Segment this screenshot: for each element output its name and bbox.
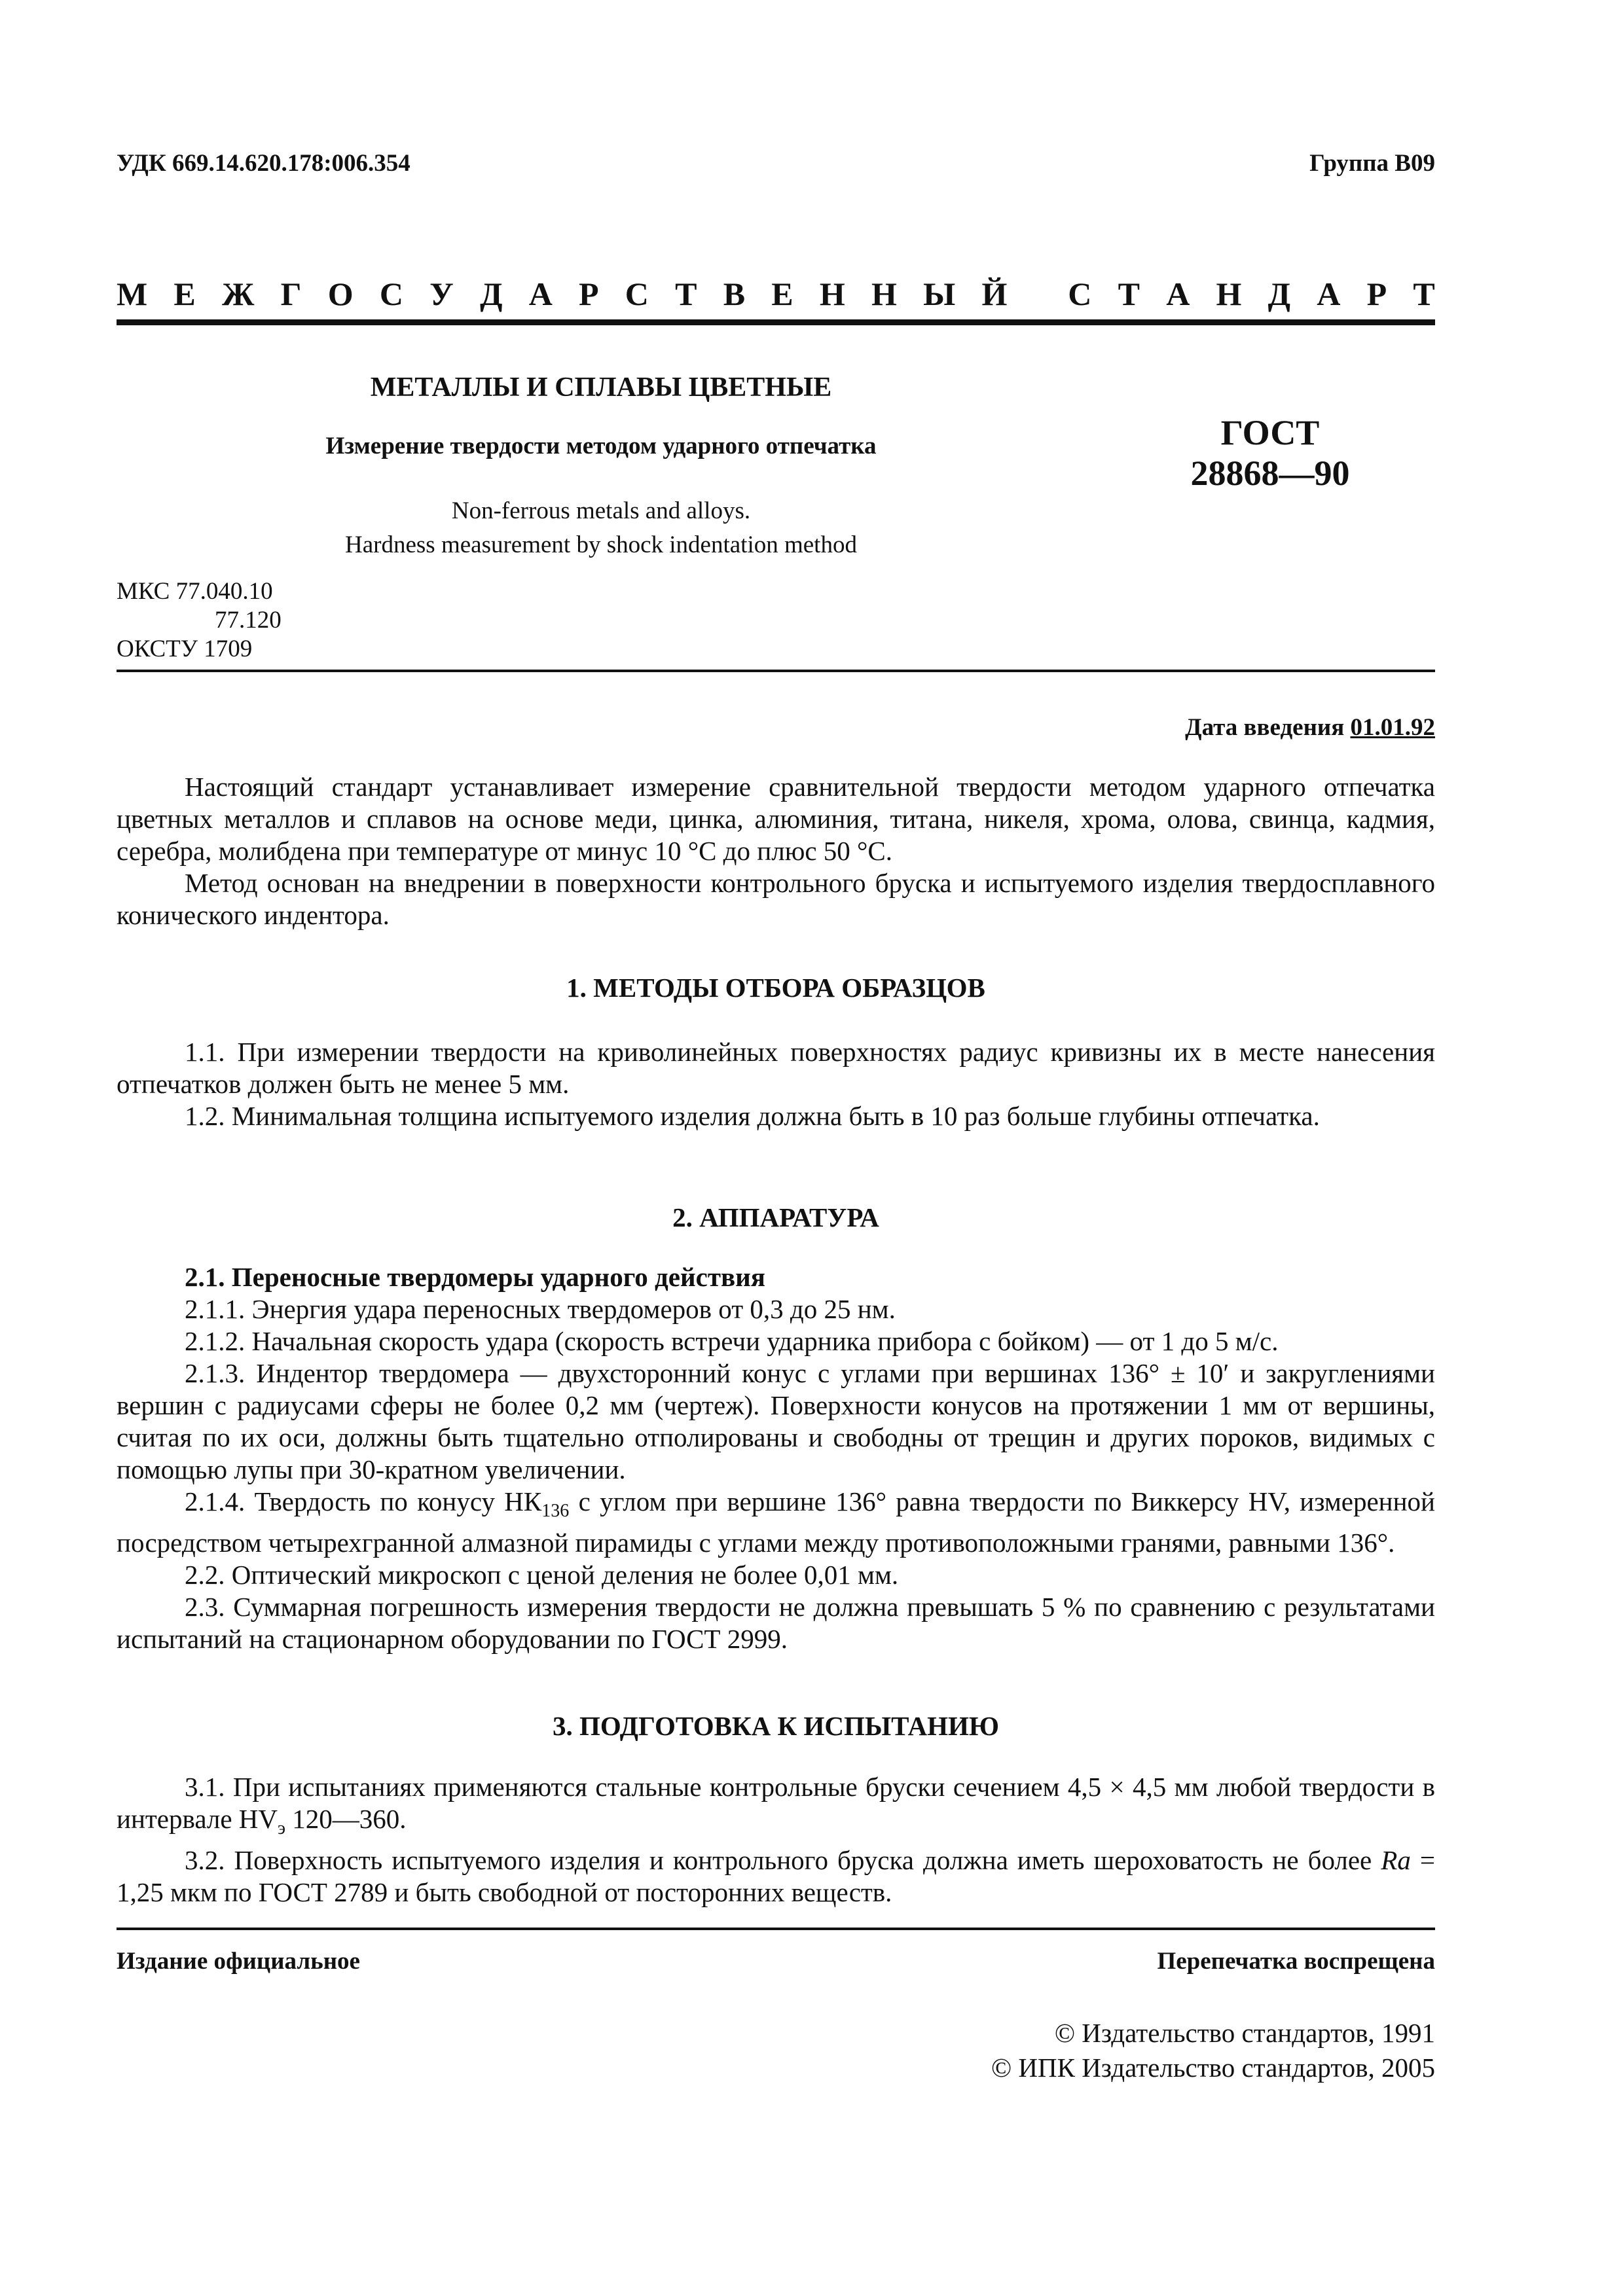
clause-2-1-4-text-b: с углом при вершине 136° равна твердости по Виккерсу HV, измеренной посредством четырехгранной алмазной пирамиды с углами между противоположными гранями, равными 136°. (117, 1486, 1436, 1558)
banner-letter: А (1317, 276, 1341, 312)
banner-letter: С (1068, 276, 1092, 312)
clause-2-1-1: 2.1.1. Энергия удара переносных твердомеров от 0,3 до 25 нм. (185, 1294, 896, 1324)
copyright-line-1: © Издательство стандартов, 1991 (1054, 2018, 1435, 2048)
clause-2-1-4-subscript: 136 (541, 1501, 570, 1522)
banner-letter: С (379, 276, 403, 312)
banner-letter: Д (480, 276, 503, 312)
banner-letter: О (327, 276, 354, 312)
section-3-body (117, 1771, 1435, 1909)
clause-3-1-text-b: 120—360. (285, 1804, 407, 1834)
banner-letter: В (723, 276, 746, 312)
copyright-block (991, 2016, 1435, 2085)
section-1-body (117, 1036, 1435, 1132)
banner-letter: Г (280, 276, 302, 312)
banner-letter: Е (771, 276, 793, 312)
clause-3-2 (117, 1844, 1435, 1909)
section-1-heading: 1. МЕТОДЫ ОТБОРА ОБРАЗЦОВ (566, 973, 985, 1003)
banner-letter: Н (819, 276, 845, 312)
udk-code: УДК 669.14.620.178:006.354 (117, 150, 410, 177)
clause-2-1-4 (117, 1486, 1435, 1559)
mks-code-2: 77.120 (215, 607, 282, 634)
clause-2-1-3: 2.1.3. Индентор твердомера — двухсторонний конус с углами при вершинах 136° ± 10′ и закруглениями вершин с радиусами сферы не более 0,2 мм (чертеж). Поверхности конусов на протяжении 1 мм от вершины, считая по их оси, должны быть тщательно отполированы и свободны от трещин и других пороков, видимых с помощью лупы при 30-кратном увеличении. (117, 1358, 1435, 1484)
banner-letter: Т (675, 276, 697, 312)
clause-3-1 (117, 1771, 1435, 1844)
clause-1-2: 1.2. Минимальная толщина испытуемого изделия должна быть в 10 раз больше глубины отпечатка. (185, 1101, 1320, 1131)
section-3-heading: 3. ПОДГОТОВКА К ИСПЫТАНИЮ (552, 1711, 1000, 1741)
banner-letter: С (625, 276, 649, 312)
clause-2-1-2: 2.1.2. Начальная скорость удара (скорость встречи ударника прибора с бойком) — от 1 до 5 м/с. (185, 1326, 1279, 1356)
section-2-heading: 2. АППАРАТУРА (672, 1202, 879, 1232)
banner-letter: Р (579, 276, 599, 312)
clause-2-2: 2.2. Оптический микроскоп с ценой деления не более 0,01 мм. (185, 1560, 899, 1590)
clause-3-1-subscript: э (278, 1818, 286, 1839)
date-value: 01.01.92 (1350, 714, 1435, 741)
banner-letter: Ж (222, 276, 255, 312)
banner-letter: У (429, 276, 454, 312)
banner-letter: М (117, 276, 148, 312)
classification-codes (117, 577, 282, 664)
gost-label: ГОСТ (1220, 413, 1320, 452)
date-label: Дата введения (1185, 714, 1351, 741)
official-edition-label: Издание официальное (117, 1948, 360, 1975)
banner-word-gap (1034, 275, 1042, 313)
intro-section (117, 771, 1435, 931)
english-title-line-2: Hardness measurement by shock indentation method (345, 531, 857, 558)
clause-3-1-text-a: 3.1. При испытаниях применяются стальные контрольные бруски сечением 4,5 × 4,5 мм любой твердости в интервале HV (117, 1772, 1435, 1834)
banner-letter: Ы (923, 276, 956, 312)
banner-letter: Т (1413, 276, 1435, 312)
mks-code-1: МКС 77.040.10 (117, 578, 273, 605)
banner-letter: Р (1366, 276, 1387, 312)
document-subtitle: Измерение твердости методом ударного отпечатка (325, 433, 877, 459)
group-code: Группа В09 (1309, 150, 1435, 177)
footer-rule (117, 1928, 1435, 1930)
banner-letter: Д (1267, 276, 1291, 312)
clause-2-1-heading: 2.1. Переносные твердомеры ударного действия (185, 1262, 765, 1292)
reprint-prohibited-label: Перепечатка воспрещена (1157, 1948, 1435, 1975)
standard-banner (117, 275, 1435, 313)
banner-rule (117, 319, 1435, 325)
copyright-line-2: © ИПК Издательство стандартов, 2005 (991, 2053, 1435, 2083)
banner-letter: А (1166, 276, 1190, 312)
banner-letter: Й (981, 276, 1008, 312)
clause-2-1-4-text-a: 2.1.4. Твердость по конусу НК (185, 1486, 542, 1516)
banner-letter: Е (173, 276, 196, 312)
gost-code: 28868—90 (1190, 454, 1350, 493)
clause-3-2-text-b: = 1,25 мкм по ГОСТ 2789 и быть свободной от посторонних веществ. (117, 1845, 1435, 1908)
roughness-symbol: Ra (1381, 1845, 1411, 1876)
clause-1-1: 1.1. При измерении твердости на криволинейных поверхностях радиус кривизны их в месте нанесения отпечатков должен быть не менее 5 мм. (117, 1037, 1435, 1099)
banner-letter: Н (1216, 276, 1242, 312)
english-title-line-1: Non-ferrous metals and alloys. (451, 497, 751, 524)
gost-number (1106, 412, 1434, 493)
banner-letter: А (528, 276, 553, 312)
intro-paragraph-1: Настоящий стандарт устанавливает измерение сравнительной твердости методом ударного отпечатка цветных металлов и сплавов на основе меди, цинка, алюминия, титана, никеля, хрома, олова, свинца, кадмия, серебра, молибдена при температуре от минус 10 °С до плюс 50 °С. (117, 772, 1435, 866)
english-title (117, 494, 1085, 562)
section-2-body (117, 1261, 1435, 1655)
document-title: МЕТАЛЛЫ И СПЛАВЫ ЦВЕТНЫЕ (370, 372, 832, 403)
clause-3-2-text-a: 3.2. Поверхность испытуемого изделия и контрольного бруска должна иметь шероховатость не более (185, 1845, 1381, 1876)
okstu-code: ОКСТУ 1709 (117, 636, 253, 662)
header-rule (117, 670, 1435, 672)
banner-letter: Т (1118, 276, 1140, 312)
intro-paragraph-2: Метод основан на внедрении в поверхности контрольного бруска и испытуемого изделия твердосплавного конического индентора. (117, 868, 1435, 930)
banner-letter: Н (871, 276, 897, 312)
introduction-date (1185, 713, 1435, 742)
clause-2-3: 2.3. Суммарная погрешность измерения твердости не должна превышать 5 % по сравнению с результатами испытаний на стационарном оборудовании по ГОСТ 2999. (117, 1592, 1435, 1655)
